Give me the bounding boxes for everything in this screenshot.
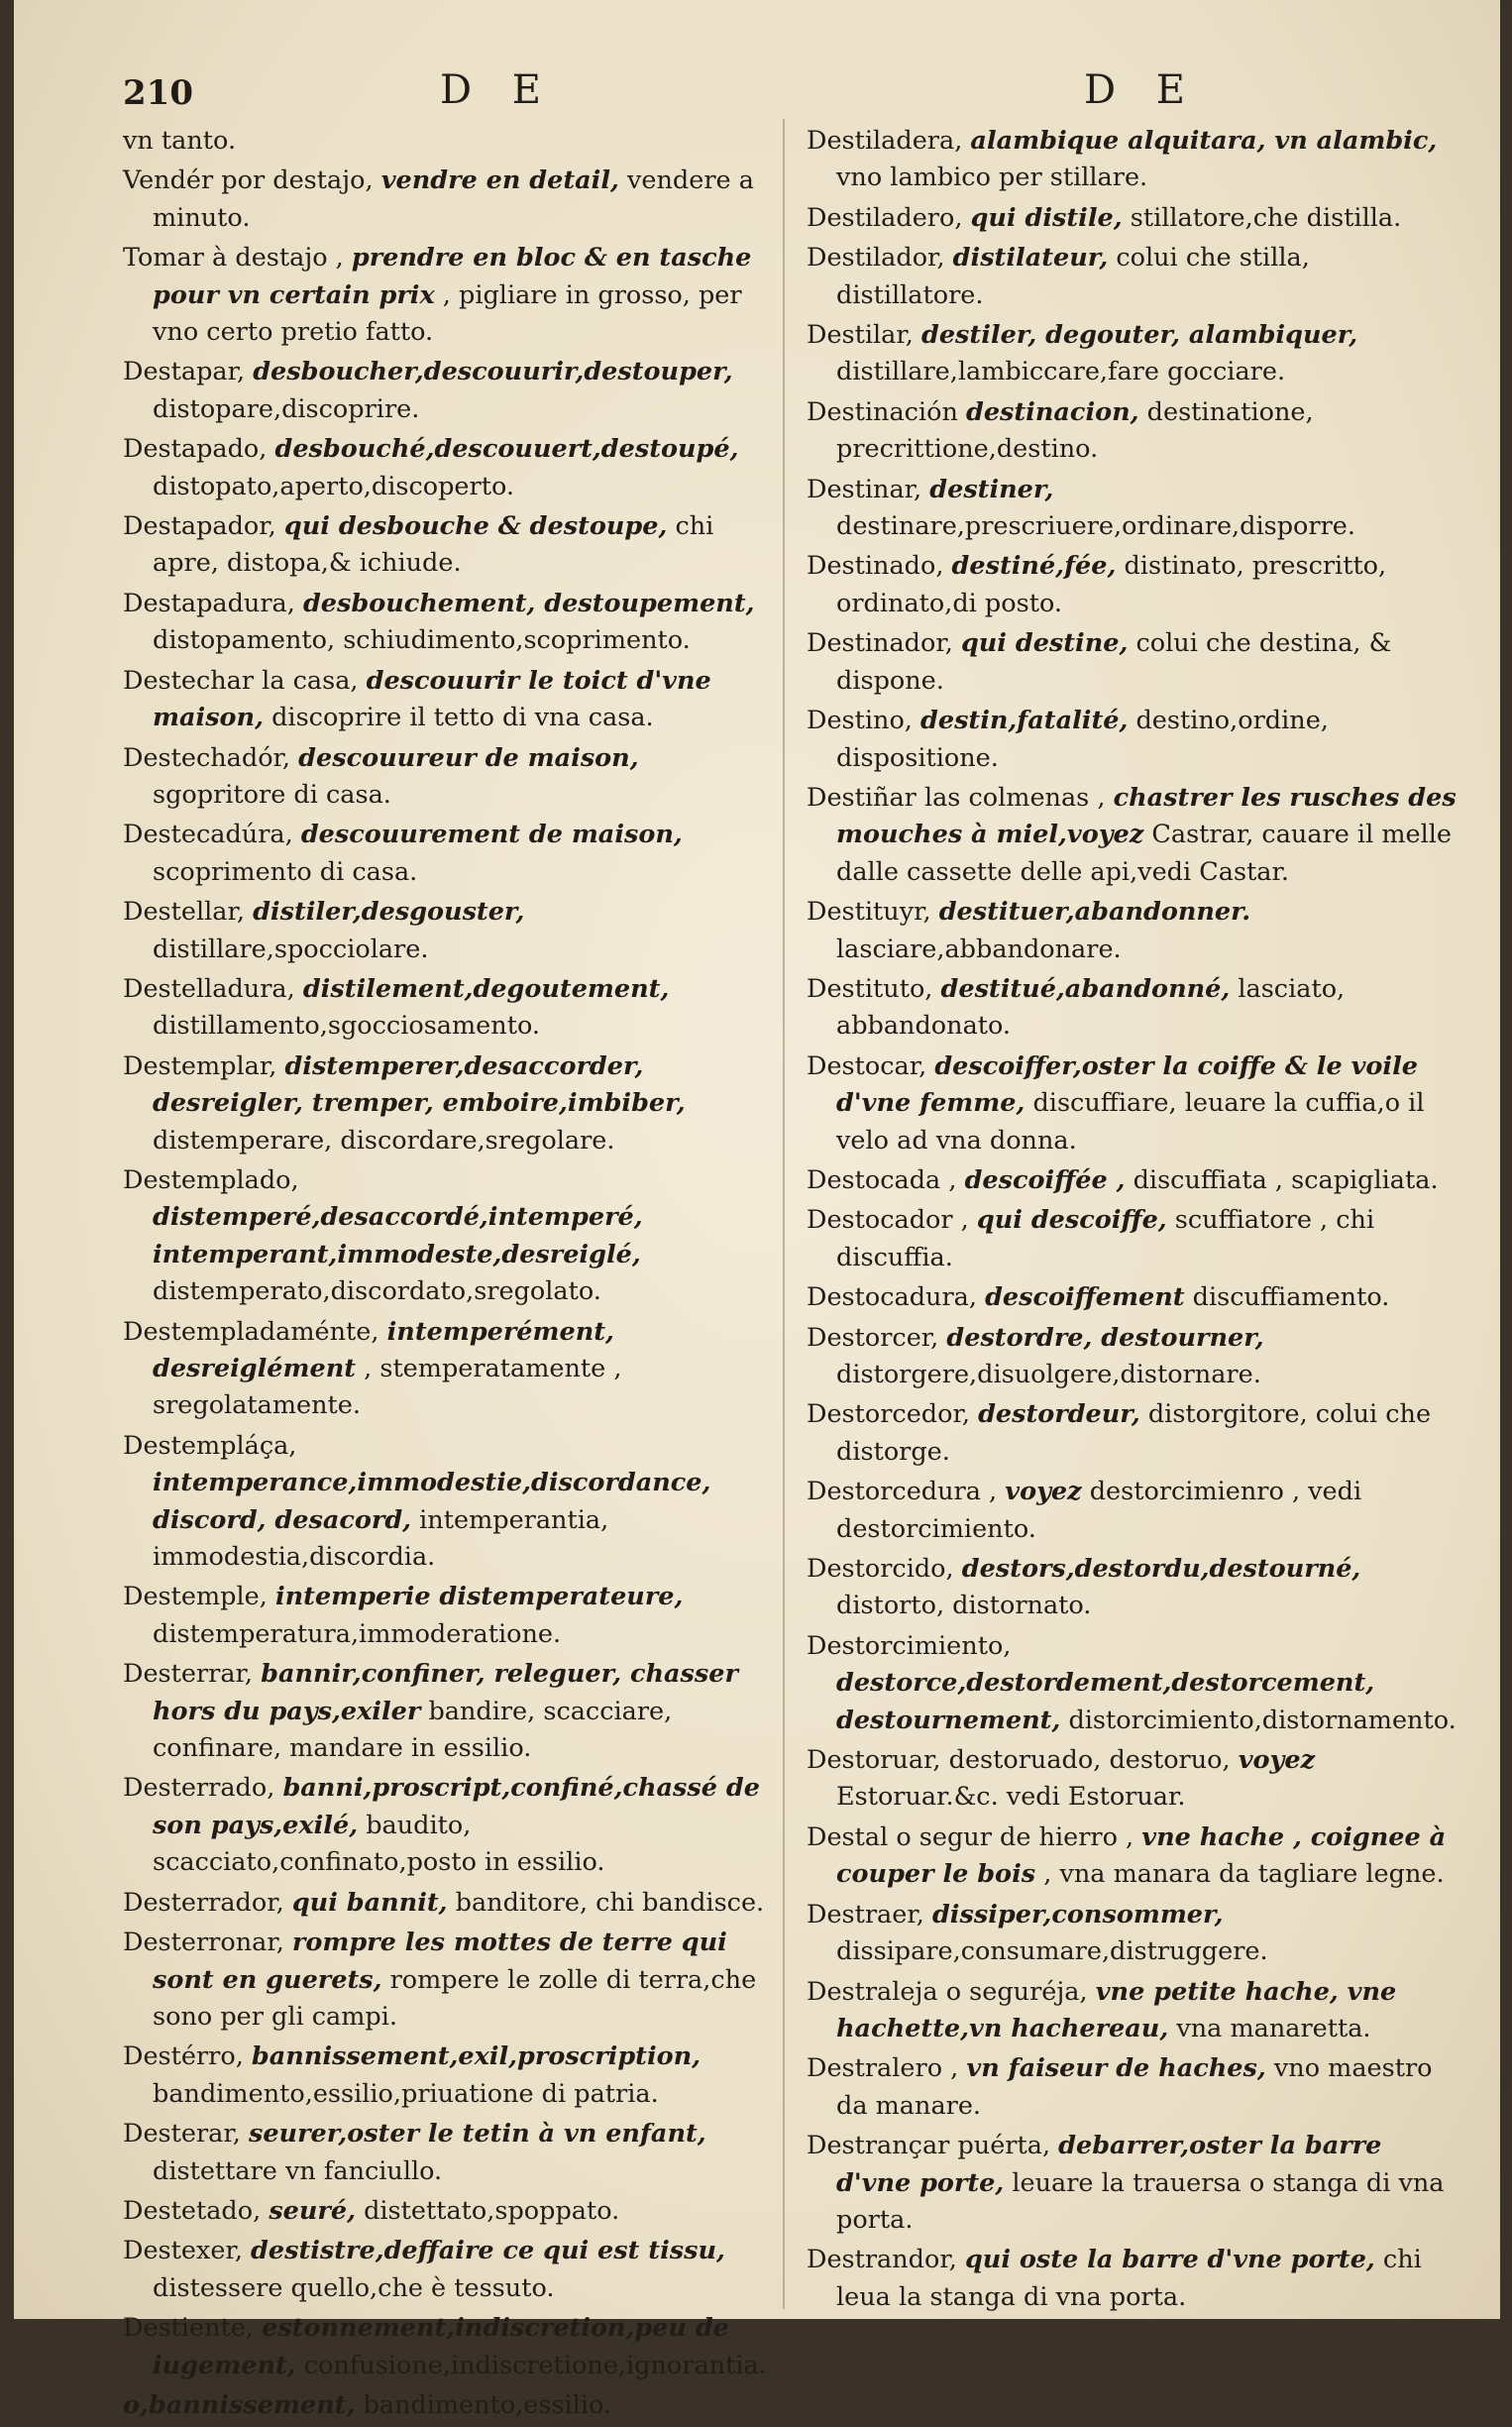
italian-gloss: vno lambico per stillare. (836, 163, 1148, 193)
dictionary-entry (123, 2310, 767, 2384)
headword: Destelladura, (123, 973, 295, 1004)
french-gloss: estonnement,indiscretion,peu de iugement, (153, 2313, 729, 2380)
dictionary-entry (807, 1162, 1460, 1199)
italian-gloss: scoprimento di casa. (153, 856, 418, 887)
headword: Desterar, (123, 2119, 241, 2150)
dictionary-entry (807, 2050, 1460, 2125)
headword: Destrançar puérta, (807, 2131, 1051, 2161)
french-gloss: desbouchement, destoupement, (302, 588, 755, 618)
french-gloss: descouurement de maison, (300, 820, 683, 850)
right-running-head: D E (1084, 67, 1199, 113)
french-gloss: vendre en detail, (380, 165, 619, 196)
headword: Destérro, (123, 2041, 244, 2072)
french-gloss: desboucher,descouurir,destouper, (253, 357, 733, 387)
dictionary-entry (807, 2128, 1460, 2239)
french-gloss: destitué,abandonné, (940, 973, 1231, 1004)
french-gloss: voyez (1238, 1745, 1316, 1776)
italian-gloss: distorgitore, colui che distorge. (836, 1399, 1432, 1467)
french-gloss: qui descoiffe, (976, 1205, 1167, 1236)
french-gloss: prendre en bloc & en tasche pour vn certain prix (153, 243, 752, 310)
dictionary-entry (807, 240, 1460, 314)
page-header (14, 61, 1500, 121)
french-gloss: distemperer,desaccorder, desreigler, tremper, emboire,imbiber, (153, 1050, 686, 1119)
italian-gloss: intemperantia, immodestia,discordia. (153, 1504, 609, 1573)
italian-gloss: chi apre, distopa,& ichiude. (153, 511, 714, 579)
italian-gloss: destino,ordine, dispositione. (836, 706, 1329, 773)
french-gloss: destiner, (929, 474, 1054, 504)
french-gloss: distilateur, (952, 243, 1109, 274)
french-gloss: dissiper,consommer, (931, 1899, 1224, 1930)
headword: Destetado, (123, 2195, 262, 2226)
dictionary-entry (807, 1048, 1460, 1159)
dictionary-entry (123, 2039, 767, 2113)
headword: Destocadura, (807, 1282, 977, 1313)
italian-gloss: distettato,spoppato. (364, 2195, 620, 2226)
italian-gloss: , pigliare in grosso, per vno certo pretio fatto. (153, 279, 742, 348)
dictionary-entry (807, 894, 1460, 968)
headword: Destal o segur de hierro , (807, 1821, 1134, 1852)
italian-gloss: destorcimienro , vedi destorcimiento. (836, 1477, 1362, 1544)
headword: Destoruar, destoruado, destoruo, (807, 1745, 1231, 1776)
dictionary-entry (807, 625, 1460, 700)
french-gloss: banni,proscript,confiné,chassé de son pays,exilé, (153, 1773, 760, 1840)
headword: Destapador, (123, 511, 276, 542)
dictionary-entry (807, 1474, 1460, 1548)
dictionary-entry (807, 2242, 1460, 2316)
french-gloss: vne petite hache, vne hachette,vn hachereau, (836, 1976, 1397, 2043)
left-running-head: D E (440, 67, 555, 113)
french-gloss: debarrer,oster la barre d'vne porte, (836, 2131, 1382, 2198)
headword: Destituto, (807, 973, 933, 1004)
italian-gloss: discuffiare, leuare la cuffia,o il velo ad vna donna. (836, 1088, 1425, 1156)
italian-gloss: lasciare,abbandonare. (836, 934, 1122, 964)
italian-gloss: distorto, distornato. (836, 1591, 1092, 1621)
french-gloss: qui distile, (970, 202, 1123, 233)
headword: Destemplar, (123, 1050, 277, 1081)
italian-gloss: dissipare,consumare,distruggere. (836, 1936, 1268, 1967)
dictionary-entry (807, 1897, 1460, 1971)
headword: Destocar, (807, 1050, 927, 1081)
french-gloss: voyez (1005, 1477, 1082, 1507)
headword: Destocador , (807, 1205, 969, 1236)
french-gloss: alambique alquitara, vn alambic, (970, 126, 1438, 156)
french-gloss: descouureur de maison, (298, 742, 639, 773)
headword: Destrandor, (807, 2245, 957, 2275)
headword: Destorcer, (807, 1322, 939, 1353)
italian-gloss: vn tanto. (123, 126, 237, 156)
italian-gloss: distillare,lambiccare,fare gocciare. (836, 357, 1286, 387)
headword: Desterrar, (123, 1659, 254, 1690)
italian-gloss: Castrar, cauare il melle dalle cassette delle api,vedi Castar. (836, 820, 1453, 887)
dictionary-entry (123, 663, 767, 737)
french-gloss: qui oste la barre d'vne porte, (964, 2245, 1375, 2275)
italian-gloss: distettare vn fanciullo. (153, 2155, 443, 2186)
dictionary-entry (123, 2116, 767, 2190)
dictionary-entry (807, 971, 1460, 1046)
italian-gloss: stillatore,che distilla. (1130, 202, 1402, 233)
french-gloss: destistre,deffaire ce qui est tissu, (251, 2236, 725, 2266)
italian-gloss: vendere a minuto. (153, 165, 754, 233)
italian-gloss: bandimento,essilio. (363, 2389, 612, 2420)
dictionary-entry (807, 1320, 1460, 1394)
italian-gloss: distopato,aperto,discoperto. (153, 471, 514, 501)
headword: Destorcido, (807, 1554, 954, 1585)
italian-gloss: distemperare, discordare,sregolare. (153, 1125, 615, 1156)
dictionary-entry (123, 1314, 767, 1425)
italian-gloss: distemperatura,immoderatione. (153, 1618, 562, 1649)
headword: Desterrado, (123, 1773, 275, 1804)
headword: Destiladera, (807, 126, 963, 156)
french-gloss: rompre les mottes de terre qui sont en guerets, (153, 1928, 727, 1995)
french-gloss: destordre, destourner, (946, 1322, 1264, 1353)
italian-gloss: , stemperatamente , sregolatamente. (153, 1354, 622, 1421)
dictionary-entry (123, 431, 767, 505)
headword: Destraleja o seguréja, (807, 1976, 1088, 2007)
dictionary-entry (807, 1820, 1460, 1894)
headword: Destino, (807, 706, 913, 736)
dictionary-entry (123, 240, 767, 351)
italian-gloss: chi leua la stanga di vna porta. (836, 2245, 1422, 2312)
dictionary-entry (807, 1742, 1460, 1817)
french-gloss: descoiffement (985, 1282, 1185, 1313)
dictionary-entry (807, 394, 1460, 469)
french-gloss: destors,destordu,destourné, (961, 1554, 1361, 1585)
dictionary-entry (807, 548, 1460, 622)
dictionary-entry (123, 1925, 767, 2036)
dictionary-entry (123, 2233, 767, 2307)
french-gloss: distemperé,desaccordé,intemperé, intemperant,immodeste,desreiglé, (153, 1202, 643, 1269)
french-gloss: bannir,confiner, releguer, chasser hors du pays,exiler (153, 1659, 738, 1726)
italian-gloss: Estoruar.&c. vedi Estoruar. (836, 1782, 1186, 1813)
headword: Destorcedura , (807, 1477, 998, 1507)
french-gloss: distilement,degoutement, (302, 973, 670, 1004)
dictionary-entry (123, 1579, 767, 1653)
italian-gloss: distessere quello,che è tessuto. (153, 2272, 555, 2303)
italian-gloss: distorcimiento,distornamento. (1068, 1705, 1457, 1735)
headword: Destiladero, (807, 202, 963, 233)
italian-gloss: sgopritore di casa. (153, 779, 391, 810)
dictionary-entry (807, 1551, 1460, 1625)
headword: Destorcimiento, (807, 1630, 1012, 1661)
dictionary-entry (807, 1396, 1460, 1471)
italian-gloss: , vna manara da tagliare legne. (1043, 1859, 1445, 1890)
italian-gloss: scuffiatore , chi discuffia. (836, 1205, 1375, 1272)
headword: Destituyr, (807, 897, 931, 928)
headword: Destapar, (123, 357, 246, 387)
dictionary-entry (807, 123, 1460, 197)
italian-gloss: distillare,spocciolare. (153, 934, 429, 964)
column-divider (783, 119, 785, 2309)
dictionary-entry (807, 1974, 1460, 2048)
headword: Destexer, (123, 2236, 243, 2266)
right-column (807, 123, 1460, 2319)
french-gloss: destiler, degouter, alambiquer, (921, 320, 1358, 351)
dictionary-entry (123, 163, 767, 237)
page-number: 210 (123, 73, 193, 113)
italian-gloss: discuffiamento. (1192, 1282, 1390, 1313)
headword: Destinar, (807, 474, 922, 504)
headword: Destemplado, (123, 1164, 299, 1195)
headword: Vendér por destajo, (123, 165, 374, 196)
headword: Destempláça, (123, 1430, 297, 1461)
dictionary-entry (123, 2387, 767, 2424)
dictionary-entry (807, 1202, 1460, 1276)
dictionary-entry (807, 1628, 1460, 1739)
dictionary-entry (123, 1770, 767, 1881)
dictionary-entry (123, 817, 767, 891)
dictionary-entry (123, 123, 767, 160)
french-gloss: o,bannissement, (123, 2389, 356, 2420)
italian-gloss: colui che destina, & dispone. (836, 628, 1392, 696)
headword: Destilador, (807, 243, 945, 274)
italian-gloss: vna manaretta. (1176, 2013, 1371, 2043)
dictionary-entry (807, 780, 1460, 891)
italian-gloss: lasciato, abbandonato. (836, 973, 1346, 1042)
headword: Destiñar las colmenas , (807, 782, 1106, 813)
italian-gloss: discuffiata , scapigliata. (1133, 1164, 1439, 1195)
dictionary-entry (123, 1885, 767, 1922)
dictionary-entry (807, 703, 1460, 777)
french-gloss: chastrer les rusches des mouches à miel,voyez (836, 782, 1457, 850)
italian-gloss: bandire, scacciare, confinare, mandare in essilio. (153, 1696, 673, 1764)
dictionary-entry (123, 740, 767, 815)
italian-gloss: destinare,prescriuere,ordinare,disporre. (836, 511, 1355, 542)
dictionary-page (14, 0, 1500, 2420)
italian-gloss: distopare,discoprire. (153, 393, 420, 424)
headword: Destocada , (807, 1164, 957, 1195)
dictionary-entry (123, 1048, 767, 1159)
italian-gloss: banditore, chi bandisce. (455, 1887, 765, 1918)
french-gloss: qui destine, (960, 628, 1129, 659)
dictionary-entry (123, 354, 767, 428)
french-gloss: destituer,abandonner. (938, 897, 1251, 928)
dictionary-entry (807, 317, 1460, 391)
headword: Destecadúra, (123, 820, 293, 850)
dictionary-entry (123, 1656, 767, 1767)
headword: Destralero , (807, 2053, 959, 2084)
italian-gloss: confusione,indiscretione,ignorantia. (303, 2350, 767, 2380)
french-gloss: descoiffer,oster la coiffe & le voile d'vne femme, (836, 1050, 1419, 1119)
dictionary-entry (123, 508, 767, 583)
dictionary-entry (123, 2193, 767, 2230)
italian-gloss: bandimento,essilio,priuatione di patria. (153, 2078, 659, 2109)
italian-gloss: distemperato,discordato,sregolato. (153, 1276, 601, 1307)
french-gloss: intemperance,immodestie,discordance, discord, desacord, (153, 1468, 711, 1535)
headword: Destinador, (807, 628, 953, 659)
headword: Desterronar, (123, 1928, 284, 1958)
dictionary-entry (123, 586, 767, 660)
dictionary-entry (123, 1162, 767, 1311)
headword: Destilar, (807, 320, 914, 351)
italian-gloss: destinatione, precrittione,destino. (836, 396, 1314, 465)
french-gloss: seurer,oster le tetin à vn enfant, (248, 2119, 706, 2150)
headword: Tomar à destajo , (123, 243, 344, 274)
french-gloss: distiler,desgouster, (253, 897, 525, 928)
headword: Destapadura, (123, 588, 295, 618)
french-gloss: destordeur, (978, 1399, 1140, 1430)
headword: Destechadór, (123, 742, 291, 773)
headword: Destinado, (807, 551, 944, 582)
dictionary-entry (123, 894, 767, 968)
italian-gloss: leuare la trauersa o stanga di vna porta. (836, 2167, 1445, 2235)
french-gloss: qui desbouche & destoupe, (283, 511, 668, 542)
headword: Destempladaménte, (123, 1316, 379, 1347)
italian-gloss: distopamento, schiudimento,scoprimento. (153, 625, 691, 656)
french-gloss: destin,fatalité, (920, 706, 1129, 736)
headword: Destorcedor, (807, 1399, 970, 1430)
italian-gloss: colui che stilla, distillatore. (836, 243, 1310, 310)
italian-gloss: discoprire il tetto di vna casa. (271, 703, 654, 733)
dictionary-entry (123, 971, 767, 1046)
french-gloss: intemperie distemperateure, (274, 1582, 684, 1612)
french-gloss: intemperément, desreiglément (153, 1316, 614, 1383)
headword: Destinación (807, 396, 958, 427)
headword: Destemple, (123, 1582, 268, 1612)
italian-gloss: vno maestro da manare. (836, 2053, 1433, 2121)
headword: Destechar la casa, (123, 665, 359, 696)
dictionary-entry (807, 200, 1460, 237)
french-gloss: destinacion, (965, 396, 1139, 427)
french-gloss: qui bannit, (291, 1887, 448, 1918)
italian-gloss: distorgere,disuolgere,distornare. (836, 1360, 1261, 1389)
headword: Destellar, (123, 897, 245, 928)
french-gloss: seuré, (269, 2195, 356, 2226)
french-gloss: vne hache , coignee à couper le bois (836, 1821, 1447, 1890)
headword: Destraer, (807, 1899, 924, 1930)
dictionary-entry (123, 1428, 767, 1577)
french-gloss: bannissement,exil,proscription, (251, 2041, 702, 2072)
french-gloss: destiné,fée, (951, 551, 1117, 582)
italian-gloss: rompere le zolle di terra,che sono per gli campi. (153, 1964, 757, 2032)
headword: Desterrador, (123, 1887, 284, 1918)
french-gloss: vn faiseur de haches, (966, 2053, 1266, 2084)
italian-gloss: distinato, prescritto, ordinato,di posto. (836, 551, 1387, 618)
headword: Destapado, (123, 434, 268, 465)
headword: Destiente, (123, 2313, 254, 2344)
french-gloss: desbouché,descouuert,destoupé, (274, 434, 739, 465)
dictionary-entry (807, 1279, 1460, 1316)
left-column (123, 123, 767, 2427)
french-gloss: descouurir le toict d'vne maison, (153, 665, 711, 733)
french-gloss: destorce,destordement,destorcement, destournement, (836, 1668, 1375, 1735)
dictionary-entry (807, 472, 1460, 546)
italian-gloss: distillamento,sgocciosamento. (153, 1011, 540, 1042)
italian-gloss: baudito, scacciato,confinato,posto in essilio. (153, 1810, 605, 1878)
french-gloss: descoiffée , (964, 1164, 1126, 1195)
